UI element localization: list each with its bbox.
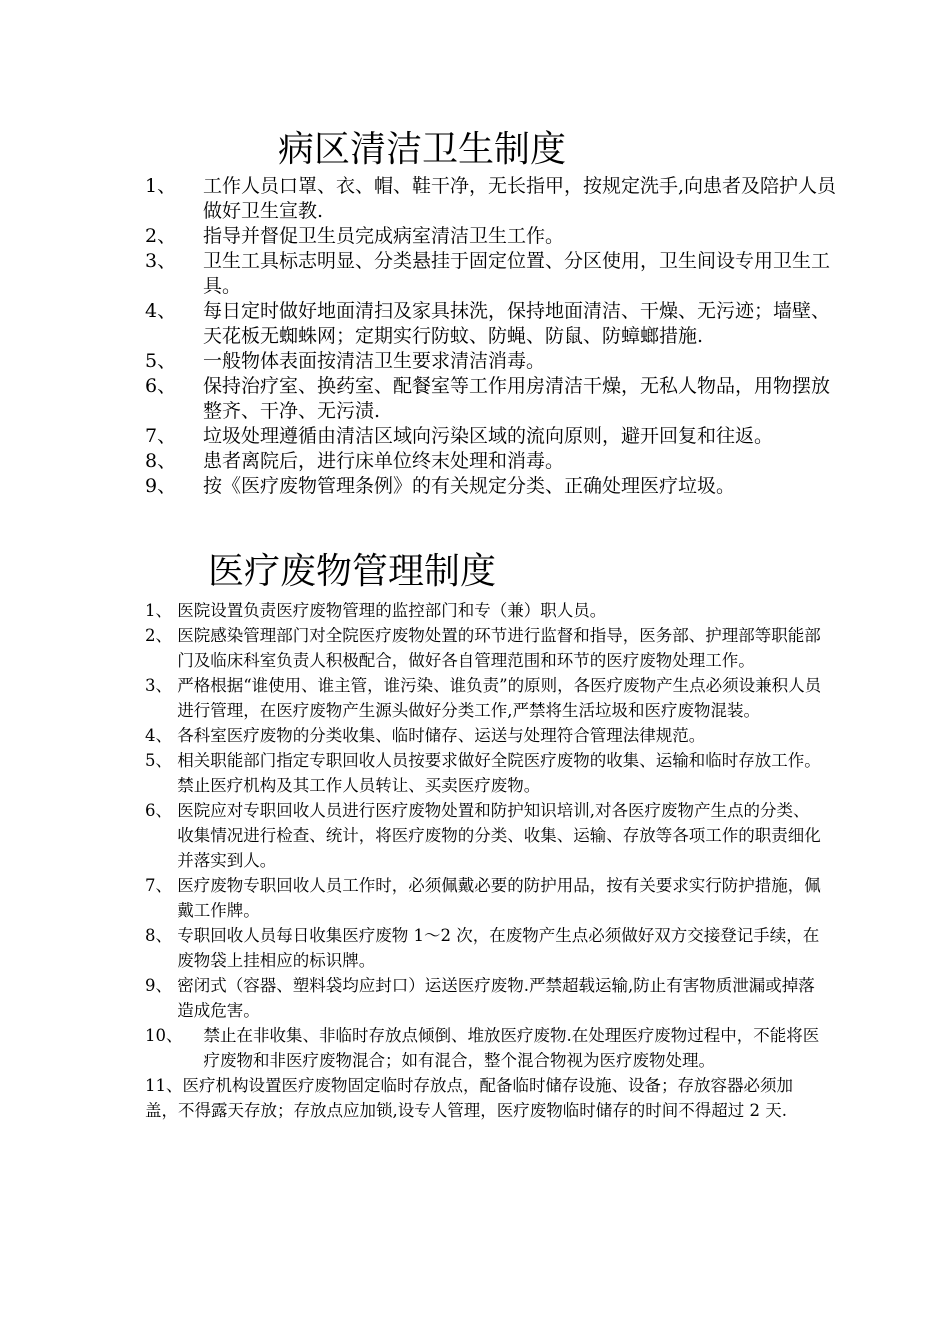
list-item [145,748,825,798]
list-item [145,723,825,748]
item-number: 8、 [145,450,177,472]
list-item [145,798,825,873]
section2-title: 医疗废物管理制度 [208,551,497,592]
item-text: 每日定时做好地面清扫及家具抹洗，保持地面清洁、干燥、无污迹；墙壁、天花板无蜘蛛网；定期实行防蚊、防蝇、防鼠、防蟑螂措施. [203,300,831,347]
item-text: 垃圾处理遵循由清洁区域向污染区域的流向原则，避开回复和往返。 [203,425,774,447]
item-text: 保持治疗室、换药室、配餐室等工作用房清洁干燥，无私人物品，用物摆放整齐、干净、无污渍. [203,375,831,422]
item-text: 患者离院后，进行床单位终末处理和消毒。 [203,450,565,472]
item-text: 卫生工具标志明显、分类悬挂于固定位置、分区使用，卫生间设专用卫生工具。 [203,250,831,297]
item-number: 9、 [145,475,177,497]
list-item [145,374,845,424]
list-item [145,224,845,249]
item-number: 4、 [145,726,178,745]
item-text: 医院应对专职回收人员进行医疗废物处置和防护知识培训,对各医疗废物产生点的分类、收集情况进行检查、统计，将医疗废物的分类、收集、运输、存放等各项工作的职责细化并落实到人。 [177,801,821,870]
item-text: 相关职能部门指定专职回收人员按要求做好全院医疗废物的收集、运输和临时存放工作。禁止医疗机构及其工作人员转让、买卖医疗废物。 [177,751,821,795]
item-number: 3、 [145,250,177,272]
list-item-last: 11、医疗机构设置医疗废物固定临时存放点，配备临时储存设施、设备；存放容器必须加盖，不得露天存放；存放点应加锁,设专人管理，医疗废物临时储存的时间不得超过 2 天. [145,1076,793,1120]
item-number: 5、 [145,751,178,770]
item-text: 按《医疗废物管理条例》的有关规定分类、正确处理医疗垃圾。 [203,475,736,497]
section1-list [145,174,845,499]
item-number: 2、 [145,626,178,645]
section1-title: 病区清洁卫生制度 [278,129,567,170]
item-number: 7、 [145,876,178,895]
list-item [145,299,845,349]
item-text: 医院设置负责医疗废物管理的监控部门和专（兼）职人员。 [177,601,607,620]
list-item [145,923,825,973]
item-text: 密闭式（容器、塑料袋均应封口）运送医疗废物.严禁超载运输,防止有害物质泄漏或掉落造成危害。 [177,976,815,1020]
item-text: 各科室医疗废物的分类收集、临时储存、运送与处理符合管理法律规范。 [177,726,706,745]
item-text: 一般物体表面按清洁卫生要求清洁消毒。 [203,350,546,372]
item-text: 工作人员口罩、衣、帽、鞋干净，无长指甲，按规定洗手,向患者及陪护人员做好卫生宣教. [203,175,837,222]
list-item [145,1023,825,1073]
item-number: 10、 [145,1026,204,1045]
item-text: 禁止在非收集、非临时存放点倾倒、堆放医疗废物.在处理医疗废物过程中，不能将医疗废物和非医疗废物混合；如有混合，整个混合物视为医疗废物处理。 [203,1026,820,1070]
item-number: 5、 [145,350,177,372]
item-number: 7、 [145,425,177,447]
item-number: 6、 [145,801,178,820]
item-number: 8、 [145,926,178,945]
item-text: 专职回收人员每日收集医疗废物 1～2 次，在废物产生点必须做好双方交接登记手续，在废物袋上挂相应的标识牌。 [177,926,820,970]
list-item [145,474,845,499]
item-number: 2、 [145,225,177,247]
list-item [145,873,825,923]
item-text: 医疗废物专职回收人员工作时，必须佩戴必要的防护用品，按有关要求实行防护措施，佩戴工作牌。 [177,876,821,920]
item-number: 1、 [145,175,177,197]
item-number: 1、 [145,601,178,620]
item-number: 9、 [145,976,178,995]
item-number: 3、 [145,676,178,695]
list-item [145,249,845,299]
item-text: 指导并督促卫生员完成病室清洁卫生工作。 [203,225,565,247]
list-item [145,623,825,673]
list-item [145,973,825,1023]
item-number: 6、 [145,375,177,397]
section2-list [145,598,825,1123]
list-item [145,673,825,723]
list-item [145,424,845,449]
list-item [145,598,825,623]
item-text: 严格根据“谁使用、谁主管，谁污染、谁负责”的原则，各医疗废物产生点必须设兼积人员进行管理，在医疗废物产生源头做好分类工作,严禁将生活垃圾和医疗废物混装。 [177,676,822,720]
item-text: 医院感染管理部门对全院医疗废物处置的环节进行监督和指导，医务部、护理部等职能部门及临床科室负责人积极配合，做好各自管理范围和环节的医疗废物处理工作。 [177,626,821,670]
list-item [145,349,845,374]
item-number: 4、 [145,300,177,322]
list-item [145,174,845,224]
list-item [145,449,845,474]
